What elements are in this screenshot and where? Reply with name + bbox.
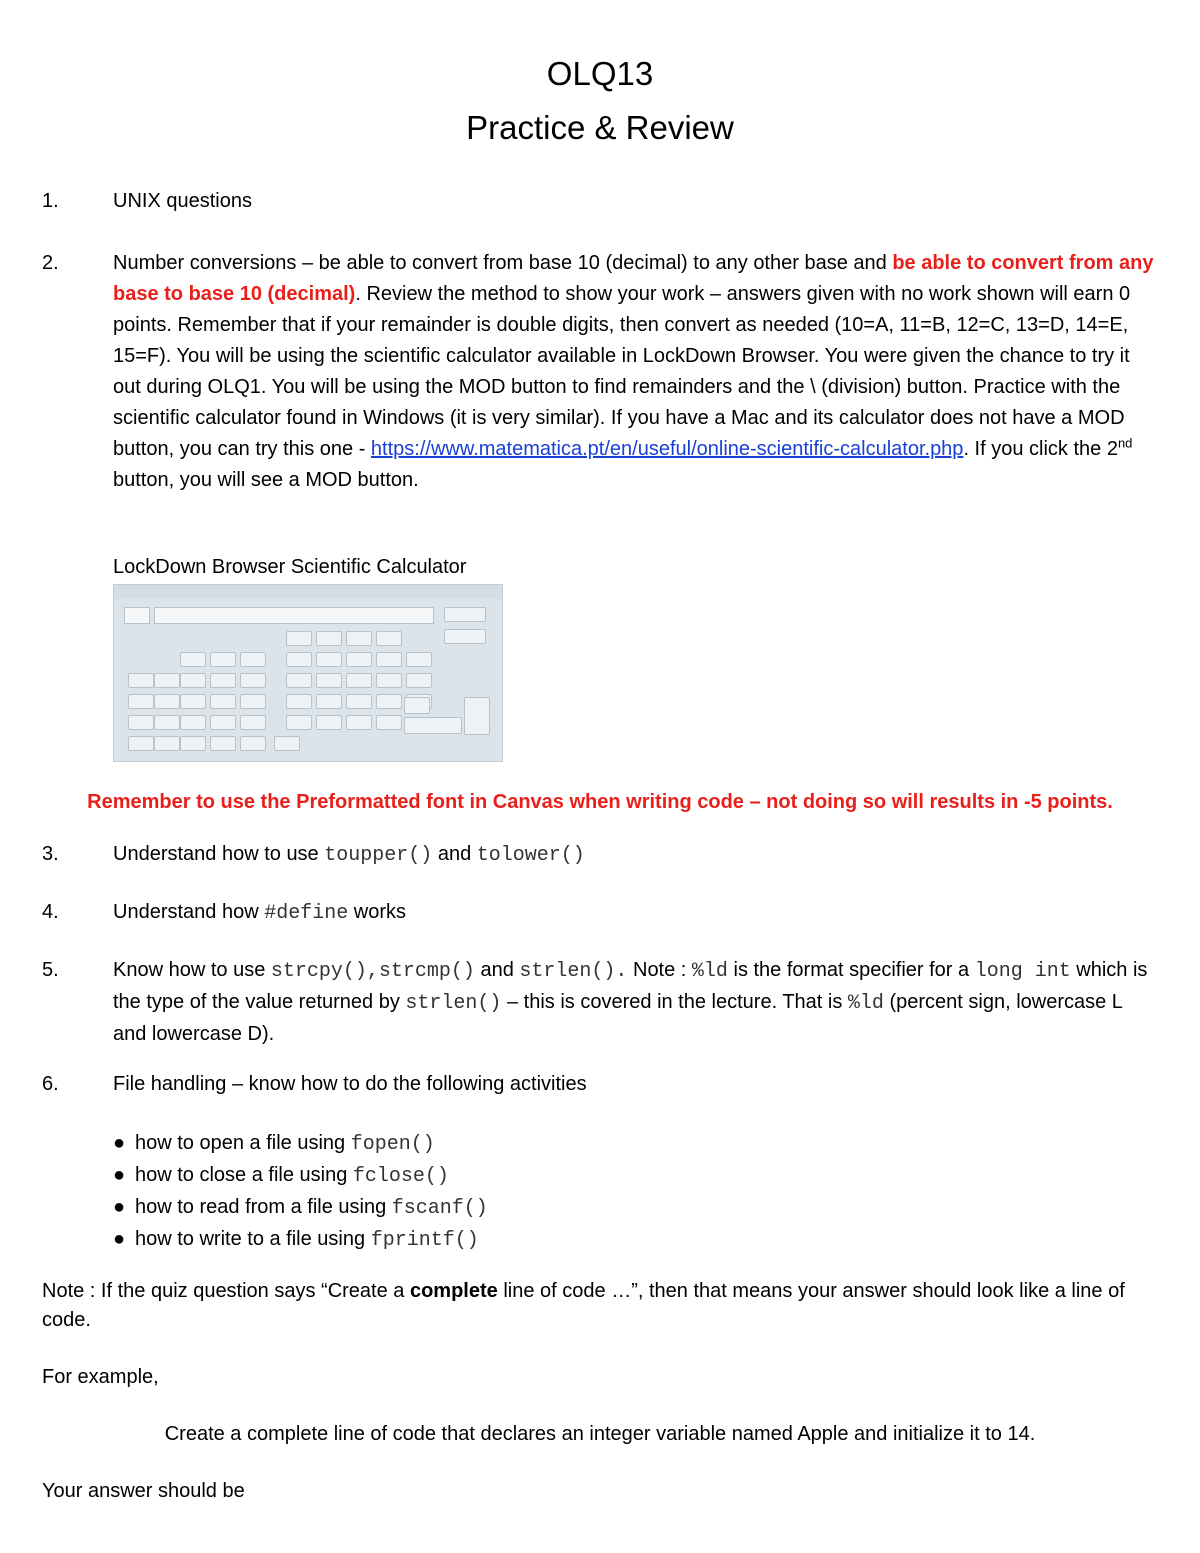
bullet-icon: ●	[113, 1196, 126, 1218]
list-item	[113, 1224, 488, 1256]
calculator-key	[376, 694, 402, 709]
calculator-key	[376, 631, 402, 646]
answer-lead: Your answer should be	[42, 1480, 245, 1502]
code-fscanf: fscanf()	[391, 1197, 488, 1220]
calculator-key	[274, 736, 300, 751]
page-title: OLQ13	[546, 55, 654, 92]
list-item	[113, 1128, 488, 1160]
calculator-key	[376, 673, 402, 688]
calculator-key	[210, 673, 236, 688]
item-4-number: 4.	[42, 901, 59, 923]
item-3-text-b: and	[432, 843, 477, 865]
calculator-display	[154, 607, 434, 624]
calculator-key	[180, 694, 206, 709]
calculator-close-button	[444, 607, 486, 622]
note-bold: complete	[409, 1280, 498, 1302]
list-item-text: how to write to a file using	[135, 1228, 371, 1250]
code-strlen: strlen().	[519, 960, 628, 983]
calculator-key	[128, 736, 154, 751]
bullet-icon: ●	[113, 1132, 126, 1154]
calculator-key	[316, 715, 342, 730]
calculator-key	[240, 694, 266, 709]
calculator-key	[286, 694, 312, 709]
calculator-key	[128, 694, 154, 709]
calculator-key	[406, 673, 432, 688]
calculator-key	[154, 736, 180, 751]
calculator-key	[180, 652, 206, 667]
code-long-int: long int	[974, 960, 1071, 983]
calculator-memory-display	[124, 607, 150, 624]
item-5-text-f: – this is covered in the lecture. That is	[501, 991, 848, 1013]
calculator-link[interactable]: https://www.matematica.pt/en/useful/online-scientific-calculator.php	[370, 438, 964, 460]
calculator-key	[316, 694, 342, 709]
item-4-text-a: Understand how	[113, 901, 265, 923]
calculator-titlebar	[114, 585, 502, 599]
calculator-key	[376, 715, 402, 730]
item-3-number: 3.	[42, 843, 59, 865]
calculator-key	[286, 673, 312, 688]
calculator-key	[406, 652, 432, 667]
item-2-text-d: button, you will see a MOD button.	[113, 469, 419, 491]
calculator-zero-key	[404, 717, 462, 734]
calculator-key	[376, 652, 402, 667]
code-define: #define	[264, 902, 349, 925]
calculator-key	[346, 673, 372, 688]
calculator-key	[316, 631, 342, 646]
list-item-text: how to close a file using	[135, 1164, 353, 1186]
item-5-text-b: and	[474, 959, 520, 981]
calculator-key	[346, 631, 372, 646]
code-format-ld-2: %ld	[847, 992, 884, 1015]
calculator-key	[286, 652, 312, 667]
item-2-text-b: . Review the method to show your work – answers given with no work shown will earn 0 points. Remember that if your remainder is double digits, then convert as needed (10=A, 11=B, 12=C, 13=D, 14=E, 15=F). You will be using the scientific calculator available in LockDown Browser. You were given the chance to try it out during OLQ1. You will be using the MOD button to find remainders and the \ (division) button. Practice with the scientific calculator found in Windows (it is very similar). If you have a Mac and its calculator does not have a MOD button, you can try this one -	[113, 283, 1131, 460]
calculator-key	[240, 673, 266, 688]
code-strcpy: strcpy(),	[270, 960, 379, 983]
note-text-a: Note : If the quiz question says “Create a	[42, 1280, 410, 1302]
calculator-key	[154, 715, 180, 730]
note-text-b: line of code …”, then that means your answer should look like a line of code.	[42, 1280, 1125, 1331]
item-2-text-a: Number conversions – be able to convert from base 10 (decimal) to any other base and	[113, 252, 893, 274]
code-fclose: fclose()	[352, 1165, 449, 1188]
item-3-text-a: Understand how to use	[113, 843, 325, 865]
item-2-text-c: . If you click the 2	[963, 438, 1118, 460]
calculator-key	[316, 673, 342, 688]
calculator-key	[180, 715, 206, 730]
ordinal-superscript: nd	[1117, 435, 1133, 451]
item-1-number: 1.	[42, 190, 59, 212]
page-subtitle: Practice & Review	[466, 109, 734, 146]
code-fprintf: fprintf()	[370, 1229, 479, 1252]
list-item-text: how to open a file using	[135, 1132, 351, 1154]
calculator-key	[154, 673, 180, 688]
calculator-image	[113, 584, 503, 762]
calculator-key	[128, 715, 154, 730]
code-strcmp: strcmp()	[378, 960, 475, 983]
code-format-ld: %ld	[691, 960, 728, 983]
calculator-key	[128, 673, 154, 688]
item-6-number: 6.	[42, 1073, 59, 1095]
calculator-key	[240, 715, 266, 730]
item-2-number: 2.	[42, 252, 59, 274]
calculator-key	[316, 652, 342, 667]
calculator-key	[404, 697, 430, 714]
calculator-key	[210, 694, 236, 709]
item-5-number: 5.	[42, 959, 59, 981]
item-4-text	[113, 897, 406, 929]
calculator-key	[240, 652, 266, 667]
item-2-highlight: be able to convert from any base to base 10 (decimal)	[113, 252, 1154, 305]
calculator-key	[346, 652, 372, 667]
list-item-text: how to read from a file using	[135, 1196, 392, 1218]
item-5-text-c: Note :	[627, 959, 692, 981]
item-5-text-g: (percent sign, lowercase L and lowercase D).	[113, 991, 1123, 1045]
item-3-text	[113, 839, 585, 871]
calculator-caption: LockDown Browser Scientific Calculator	[113, 556, 467, 578]
note-paragraph	[42, 1277, 1152, 1335]
calculator-key	[210, 736, 236, 751]
calculator-copy-button	[444, 629, 486, 644]
for-example-label: For example,	[42, 1366, 159, 1388]
bullet-icon: ●	[113, 1228, 126, 1250]
calculator-key	[240, 736, 266, 751]
item-6-text: File handling – know how to do the following activities	[113, 1073, 587, 1095]
list-item	[113, 1192, 488, 1224]
code-fopen: fopen()	[350, 1133, 435, 1156]
calculator-key	[210, 652, 236, 667]
item-5-paragraph	[113, 955, 1158, 1050]
file-handling-list	[113, 1128, 488, 1256]
calculator-key	[180, 736, 206, 751]
calculator-key	[346, 694, 372, 709]
calculator-key	[346, 715, 372, 730]
item-2-paragraph	[113, 248, 1158, 496]
code-font-reminder: Remember to use the Preformatted font in Canvas when writing code – not doing so will results in -5 points.	[87, 791, 1113, 813]
item-5-text-e: which is the type of the value returned by	[113, 959, 1148, 1013]
calculator-key	[210, 715, 236, 730]
calculator-key	[286, 715, 312, 730]
list-item	[113, 1160, 488, 1192]
code-strlen-2: strlen()	[405, 992, 502, 1015]
bullet-icon: ●	[113, 1164, 126, 1186]
item-5-text-d: is the format specifier for a	[727, 959, 975, 981]
item-1-text: UNIX questions	[113, 190, 252, 212]
code-toupper: toupper()	[324, 844, 433, 867]
item-5-text-a: Know how to use	[113, 959, 271, 981]
calculator-key	[154, 694, 180, 709]
calculator-equals-key	[464, 697, 490, 735]
calculator-key	[286, 631, 312, 646]
code-tolower: tolower()	[476, 844, 585, 867]
example-prompt: Create a complete line of code that declares an integer variable named Apple and initialize it to 14.	[164, 1423, 1036, 1445]
calculator-key	[180, 673, 206, 688]
item-4-text-b: works	[348, 901, 407, 923]
